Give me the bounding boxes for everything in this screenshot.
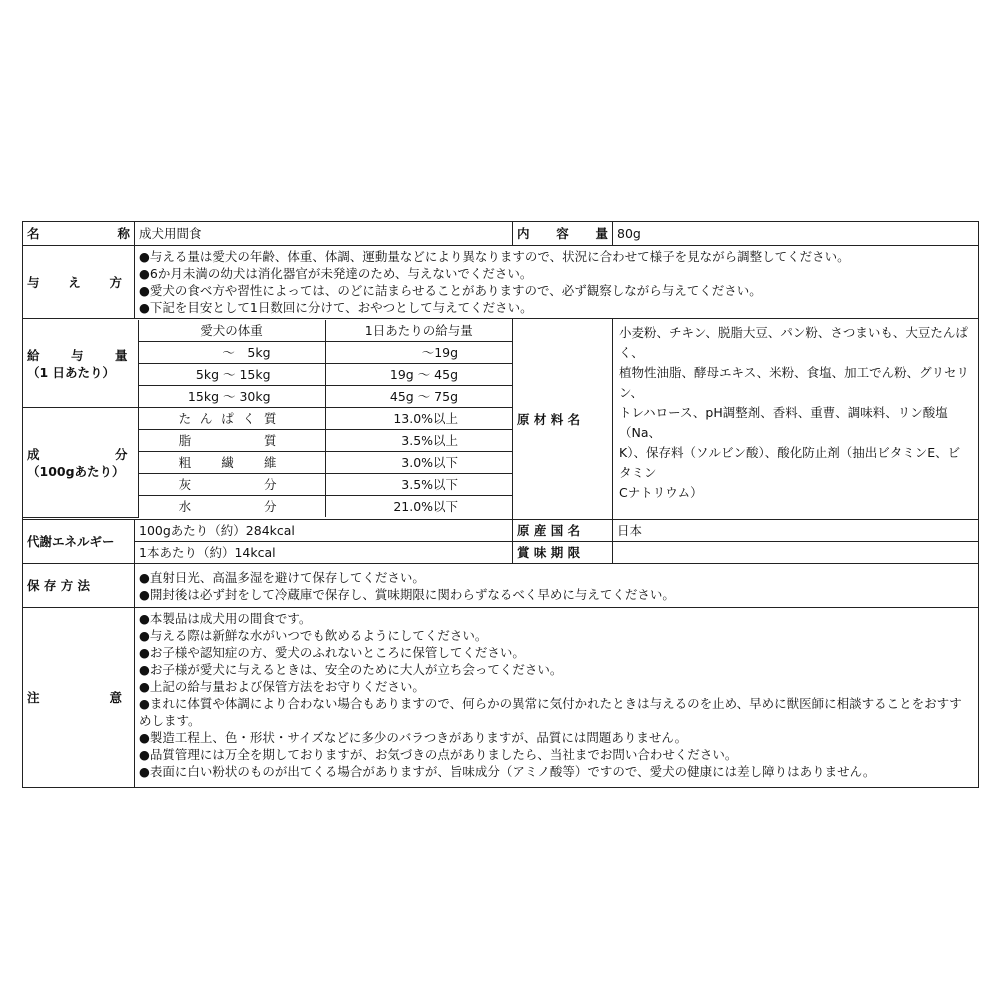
how-to-feed-item: ●下記を目安として1日数回に分けて、おやつとして与えてください。: [139, 300, 533, 315]
caution-list: [135, 608, 979, 788]
feeding-weight: 5kg ～ 15kg: [138, 364, 325, 386]
feeding-amount: 45g ～ 75g: [325, 386, 512, 408]
how-to-feed-item: ●6か月未満の幼犬は消化器官が未発達のため、与えないでください。: [139, 266, 533, 281]
caution-item: ●本製品は成犬用の間食です。: [139, 611, 312, 626]
feeding-header-weight: 愛犬の体重: [138, 320, 325, 342]
name-value: 成犬用間食: [135, 222, 513, 246]
feeding-weight: 15kg ～ 30kg: [138, 386, 325, 408]
feeding-amount: 19g ～ 45g: [325, 364, 512, 386]
feeding-label: 給 与 量 （1 日あたり）: [23, 320, 138, 408]
origin-value: 日本: [613, 520, 979, 542]
caution-item: ●品質管理には万全を期しておりますが、お気づきの点がありましたら、当社までお問い合わせください。: [139, 747, 738, 762]
caution-item: ●製造工程上、色・形状・サイズなどに多少のバラつきがありますが、品質には問題ありません。: [139, 730, 688, 745]
how-to-feed-list: [135, 246, 979, 319]
product-spec-table: [22, 221, 979, 788]
feeding-amount: ～19g: [325, 342, 512, 364]
product-info-sheet: [22, 221, 978, 788]
best-before-value: [613, 542, 979, 564]
analysis-value: 3.5%以上: [325, 430, 512, 452]
row-energy-origin: [23, 520, 979, 542]
row-caution: [23, 608, 979, 788]
storage-list: [135, 564, 979, 608]
row-energy-bestbefore: [23, 542, 979, 564]
analysis-name: 粗 繊 維: [138, 452, 325, 474]
caution-item: ●お子様が愛犬に与えるときは、安全のために大人が立ち会ってください。: [139, 662, 563, 677]
storage-item: ●開封後は必ず封をして冷蔵庫で保存し、賞味期限に関わらずなるべく早めに与えてください。: [139, 586, 675, 602]
analysis-name: 灰 分: [138, 474, 325, 496]
ingredients-label: 原 材 料 名: [513, 319, 613, 520]
energy-label: 代謝エネルギー: [23, 520, 135, 564]
caution-item: ●お子様や認知症の方、愛犬のふれないところに保管してください。: [139, 645, 525, 660]
caution-item: ●表面に白い粉状のものが出てくる場合がありますが、旨味成分（アミノ酸等）ですので、愛犬の健康には差し障りはありません。: [139, 764, 876, 779]
analysis-value: 3.0%以下: [325, 452, 512, 474]
row-feeding-analysis: [23, 319, 979, 520]
how-to-feed-label: 与 え 方: [23, 246, 135, 319]
how-to-feed-item: ●与える量は愛犬の年齢、体重、体調、運動量などにより異なりますので、状況に合わせて様子を見ながら調整してください。: [139, 249, 850, 264]
storage-item: ●直射日光、高温多湿を避けて保存してください。: [139, 569, 425, 585]
analysis-value: 21.0%以下: [325, 496, 512, 518]
analysis-label: 成 分 （100gあたり）: [23, 408, 138, 518]
name-label: 名 称: [23, 222, 135, 246]
how-to-feed-item: ●愛犬の食べ方や習性によっては、のどに詰まらせることがありますので、必ず観察しながら与えてください。: [139, 283, 762, 298]
contents-label: 内 容 量: [513, 222, 613, 246]
storage-label: 保 存 方 法: [23, 564, 135, 608]
caution-item: ●与える際は新鮮な水がいつでも飲めるようにしてください。: [139, 628, 488, 643]
feeding-header-amount: 1日あたりの給与量: [325, 320, 512, 342]
contents-value: 80g: [613, 222, 979, 246]
row-name: [23, 222, 979, 246]
caution-item: ●上記の給与量および保管方法をお守りください。: [139, 679, 425, 694]
energy-per-100g: 100gあたり（約）284kcal: [135, 520, 513, 542]
analysis-value: 13.0%以上: [325, 408, 512, 430]
best-before-label: 賞 味 期 限: [513, 542, 613, 564]
analysis-name: 脂 質: [138, 430, 325, 452]
ingredients-value: 小麦粉、チキン、脱脂大豆、パン粉、さつまいも、大豆たんぱく、 植物性油脂、酵母エキス、米粉、食塩、加工でん粉、グリセリン、 トレハロース、pH調整剤、香料、重曹、調味料、リン酸塩（Na、 K）、保存料（ソルビン酸）、酸化防止剤（抽出ビタミンE、ビタミン Cナトリウム）: [613, 319, 979, 520]
caution-item: ●まれに体質や体調により合わない場合もありますので、何らかの異常に気付かれたときは与えるのを止め、早めに獣医師に相談することをおすすめします。: [139, 696, 962, 728]
origin-label: 原 産 国 名: [513, 520, 613, 542]
energy-per-piece: 1本あたり（約）14kcal: [135, 542, 513, 564]
feeding-analysis-table: [23, 320, 512, 518]
analysis-name: 水 分: [138, 496, 325, 518]
caution-label: 注 意: [23, 608, 135, 788]
row-storage: [23, 564, 979, 608]
analysis-value: 3.5%以下: [325, 474, 512, 496]
row-how-to-feed: [23, 246, 979, 319]
feeding-analysis-block: [23, 319, 513, 520]
feeding-weight: ～ 5kg: [138, 342, 325, 364]
analysis-name: た ん ぱ く 質: [138, 408, 325, 430]
